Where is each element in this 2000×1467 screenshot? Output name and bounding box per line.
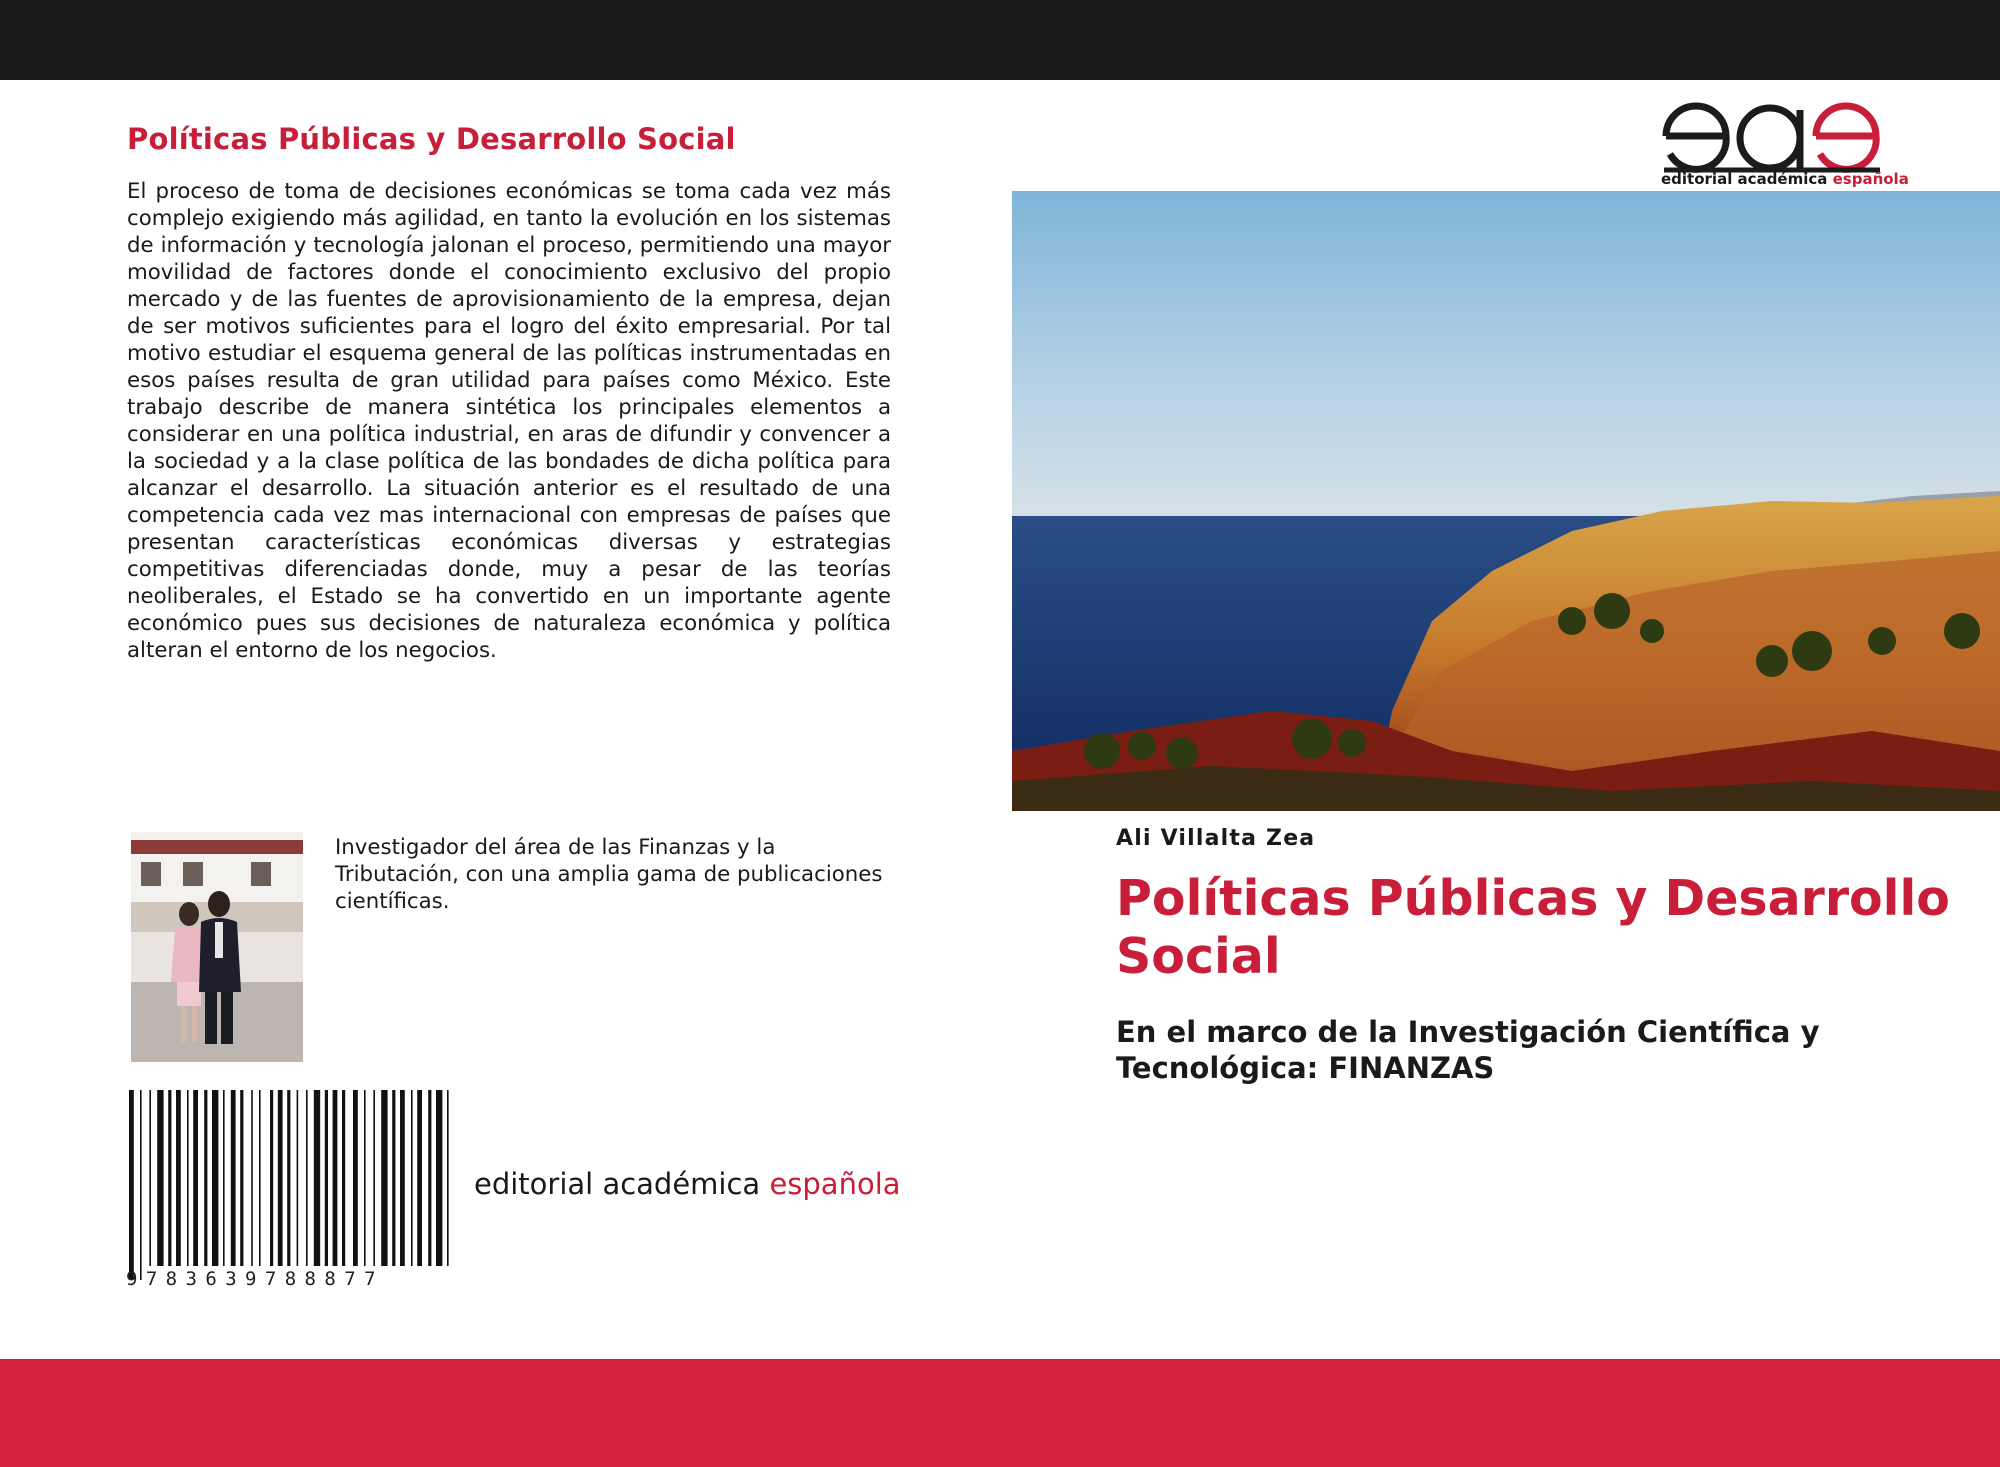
author-photo bbox=[131, 832, 303, 1062]
back-cover-title: Políticas Públicas y Desarrollo Social bbox=[127, 122, 736, 156]
isbn-digits: 9783639788877 bbox=[126, 1268, 384, 1290]
logo-caption bbox=[1661, 170, 1909, 188]
back-cover-blurb: El proceso de toma de decisiones económicas se toma cada vez más complejo exigiendo más agilidad, en tanto la evolución en los sistemas de información y tecnología jalonan el proceso, permitiendo una mayor movilidad de factores donde el conocimiento exclusivo del propio mercado y de las fuentes de aprovisionamiento de la empresa, dejan de ser motivos suficientes para el logro del éxito empresarial. Por tal motivo estudiar el esquema general de las políticas instrumentadas en esos países resulta de gran utilidad para países como México. Este trabajo describe de manera sintética los principales elementos a considerar en una política industrial, en aras de difundir y convencer a la sociedad y a la clase política de las bondades de dicha política para alcanzar el desarrollo. La situación anterior es el resultado de una competencia cada vez mas internacional con empresas de países que presentan características económicas diversas y estrategias competitivas diferenciadas donde, muy a pesar de las teorías neoliberales, el Estado se ha convertido en un importante agente económico pues sus decisiones de naturaleza económica y política alteran el entorno de los negocios. bbox=[127, 179, 891, 663]
logo-caption-accent: española bbox=[1832, 170, 1909, 188]
bottom-band bbox=[0, 1359, 2000, 1467]
publisher-name-accent: española bbox=[769, 1167, 901, 1201]
publisher-name bbox=[474, 1167, 901, 1201]
front-cover-author: Ali Villalta Zea bbox=[1116, 826, 1316, 851]
logo-caption-main: editorial académica bbox=[1661, 170, 1833, 188]
publisher-name-main: editorial académica bbox=[474, 1167, 770, 1201]
author-bio: Investigador del área de las Finanzas y la Tributación, con una amplia gama de publicaciones científicas. bbox=[335, 835, 883, 914]
front-cover-subtitle: En el marco de la Investigación Científica y Tecnológica: FINANZAS bbox=[1116, 1015, 1820, 1085]
cover-landscape-photo bbox=[1012, 191, 2000, 811]
front-cover-title: Políticas Públicas y Desarrollo Social bbox=[1116, 870, 1950, 985]
top-band bbox=[0, 0, 2000, 80]
